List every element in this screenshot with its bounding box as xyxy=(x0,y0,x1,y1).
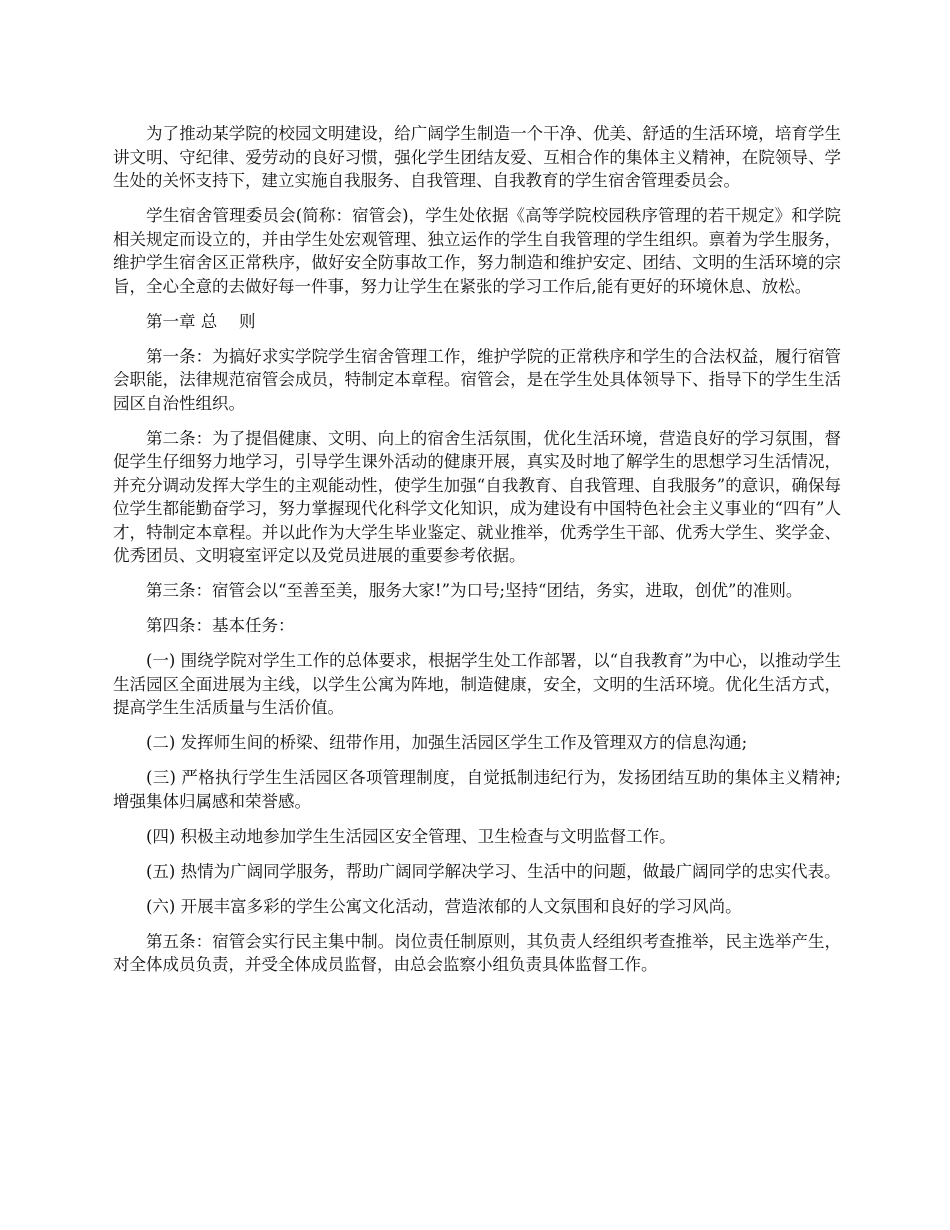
article-1: 第一条：为搞好求实学院学生宿舍管理工作，维护学院的正常秩序和学生的合法权益，履行宿管会职能，法律规范宿管会成员，特制定本章程。宿管会，是在学生处具体领导下、指导下的学生生活园区自治性组织。 xyxy=(113,346,841,413)
task-item-1: (一) 围绕学院对学生工作的总体要求，根据学生处工作部署，以“自我教育”为中心，以推动学生生活园区全面进展为主线，以学生公寓为阵地，制造健康，安全，文明的生活环境。优化生活方式，提高学生生活质量与生活价值。 xyxy=(113,651,841,717)
article-5: 第五条：宿管会实行民主集中制。岗位责任制原则，其负责人经组织考查推举，民主选举产生，对全体成员负责，并受全体成员监督，由总会监察小组负责具体监督工作。 xyxy=(113,931,841,974)
task-item-5: (五) 热情为广阔同学服务，帮助广阔同学解决学习、生活中的问题，做最广阔同学的忠实代表。 xyxy=(146,861,841,881)
task-item-3: (三) 严格执行学生生活园区各项管理制度，自觉抵制违纪行为，发扬团结互助的集体主义精神;增强集体归属感和荣誉感。 xyxy=(113,768,841,811)
chapter-heading: 第一章 总 则 xyxy=(146,311,256,331)
task-item-2: (二) 发挥师生间的桥梁、纽带作用，加强生活园区学生工作及管理双方的信息沟通; xyxy=(146,733,748,752)
article-4-heading: 第四条：基本任务： xyxy=(146,616,295,635)
article-3: 第三条：宿管会以“至善至美，服务大家!”为口号;坚持“团结，务实，进取，创优”的准则。 xyxy=(146,581,803,600)
article-2: 第二条：为了提倡健康、文明、向上的宿舍生活氛围，优化生活环境，营造良好的学习氛围，督促学生仔细努力地学习，引导学生课外活动的健康开展，真实及时地了解学生的思想学习生活情况，并充分调动发挥大学生的主观能动性，使学生加强“自我教育、自我管理、自我服务”的意识，确保每位学生都能勤奋学习，努力掌握现代化科学文化知识，成为建设有中国特色社会主义事业的“四有”人才，特制定本章程。并以此作为大学生毕业鉴定、就业推举，优秀学生干部、优秀大学生、奖学金、优秀团员、文明寝室评定以及党员进展的重要参考依据。 xyxy=(113,428,841,565)
paragraph-committee-description: 学生宿舍管理委员会(简称：宿管会)，学生处依据《高等学院校园秩序管理的若干规定》和学院相关规定而设立的，并由学生处宏观管理、独立运作的学生自我管理的学生组织。禀着为学生服务，维护学生宿舍区正常秩序，做好安全防事故工作，努力制造和维护安定、团结、文明的生活环境的宗旨，全心全意的去做好每一件事，努力让学生在紧张的学习工作后,能有更好的环境休息、放松。 xyxy=(113,206,841,296)
paragraph-intro: 为了推动某学院的校园文明建设，给广阔学生制造一个干净、优美、舒适的生活环境，培育学生讲文明、守纪律、爱劳动的良好习惯，强化学生团结友爱、互相合作的集体主义精神，在院领导、学生处的关怀支持下，建立实施自我服务、自我管理、自我教育的学生宿舍管理委员会。 xyxy=(113,124,841,190)
task-item-4: (四) 积极主动地参加学生生活园区安全管理、卫生检查与文明监督工作。 xyxy=(146,826,676,846)
document-page xyxy=(113,122,841,988)
task-item-6: (六) 开展丰富多彩的学生公寓文化活动，营造浓郁的人文氛围和良好的学习风尚。 xyxy=(146,896,742,916)
